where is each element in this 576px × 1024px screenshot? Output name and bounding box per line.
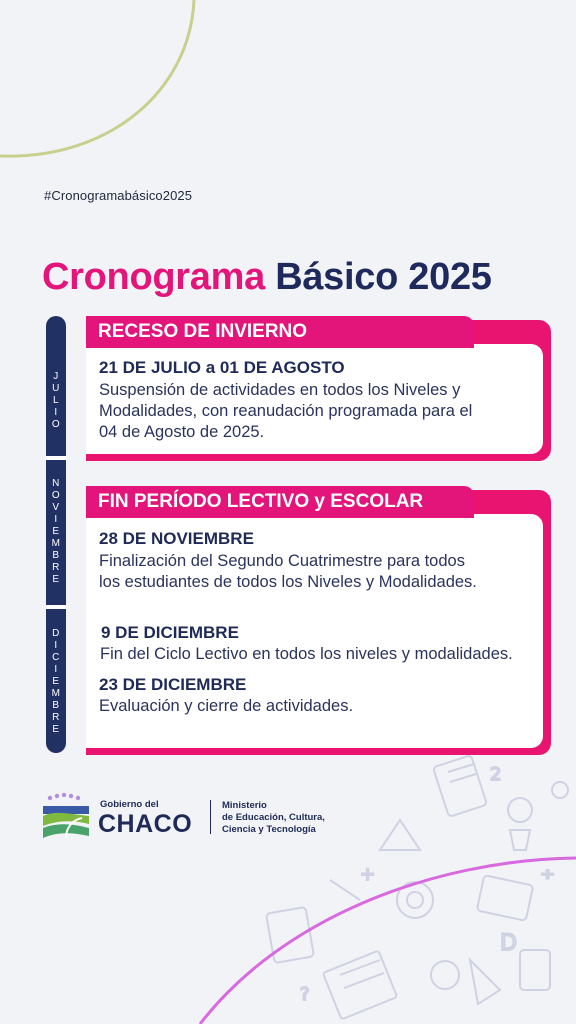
logo-divider [210, 800, 211, 834]
month-timeline [46, 316, 66, 753]
svg-text:2: 2 [490, 764, 502, 785]
event-date: 21 DE JULIO a 01 DE AGOSTO [99, 358, 345, 377]
chaco-logo-icon [40, 792, 92, 840]
timeline-month-letter: J [53, 371, 59, 382]
school-doodles-pattern [266, 720, 568, 1019]
svg-text:+: + [360, 864, 376, 885]
event-description: Evaluación y cierre de actividades. [99, 697, 354, 715]
timeline-month-noviembre [46, 464, 66, 600]
timeline-month-letter: I [54, 514, 58, 525]
timeline-month-julio [46, 346, 66, 456]
timeline-month-letter: E [52, 574, 60, 585]
timeline-month-letter: B [52, 700, 60, 711]
svg-text:D: D [500, 931, 517, 956]
timeline-month-letter: M [51, 538, 61, 549]
timeline-month-letter: M [51, 688, 61, 699]
timeline-month-letter: I [54, 664, 58, 675]
event-date: 9 DE DICIEMBRE [101, 623, 239, 642]
timeline-month-letter: N [52, 478, 60, 489]
section-heading: FIN PERÍODO LECTIVO y ESCOLAR [86, 486, 474, 518]
timeline-month-letter: O [51, 419, 61, 430]
timeline-month-letter: R [52, 562, 60, 573]
timeline-month-letter: B [52, 550, 60, 561]
event-description: Fin del Ciclo Lectivo en todos los niveles y modalidades. [100, 645, 513, 663]
timeline-divider [46, 605, 66, 609]
event-description: Finalización del Segundo Cuatrimestre para todos los estudiantes de todos los Niveles y Modalidades. [99, 552, 477, 591]
logo-chaco-text: CHACO [98, 810, 193, 838]
timeline-month-letter: I [54, 407, 58, 418]
event-date: 28 DE NOVIEMBRE [99, 529, 254, 548]
title-highlight: Cronograma [42, 256, 265, 298]
section-heading: RECESO DE INVIERNO [86, 316, 474, 348]
svg-text:÷: ÷ [540, 864, 556, 885]
logo-gobierno-text: Gobierno del [100, 799, 159, 810]
top-arc-decoration [0, 0, 194, 156]
timeline-month-letter: O [51, 490, 61, 501]
svg-text:?: ? [300, 984, 310, 1005]
timeline-divider [46, 456, 66, 460]
title-rest: Básico 2025 [275, 256, 492, 298]
timeline-month-letter: E [52, 526, 60, 537]
timeline-month-letter: D [52, 628, 60, 639]
timeline-month-letter: C [52, 652, 60, 663]
event-date: 23 DE DICIEMBRE [99, 675, 247, 694]
page-title [42, 256, 492, 299]
timeline-month-letter: E [52, 724, 60, 735]
timeline-month-letter: V [52, 502, 60, 513]
timeline-month-diciembre [46, 614, 66, 750]
timeline-month-letter: I [54, 640, 58, 651]
logo-ministerio-text: Ministerio de Educación, Cultura, Ciencia y Tecnología [222, 800, 325, 835]
hashtag: #Cronogramabásico2025 [44, 188, 193, 203]
event-description: Suspensión de actividades en todos los Niveles y Modalidades, con reanudación programada para el 04 de Agosto de 2025. [99, 381, 473, 441]
timeline-month-letter: R [52, 712, 60, 723]
timeline-month-letter: L [52, 395, 60, 406]
timeline-month-letter: E [52, 676, 60, 687]
timeline-month-letter: U [52, 383, 60, 394]
